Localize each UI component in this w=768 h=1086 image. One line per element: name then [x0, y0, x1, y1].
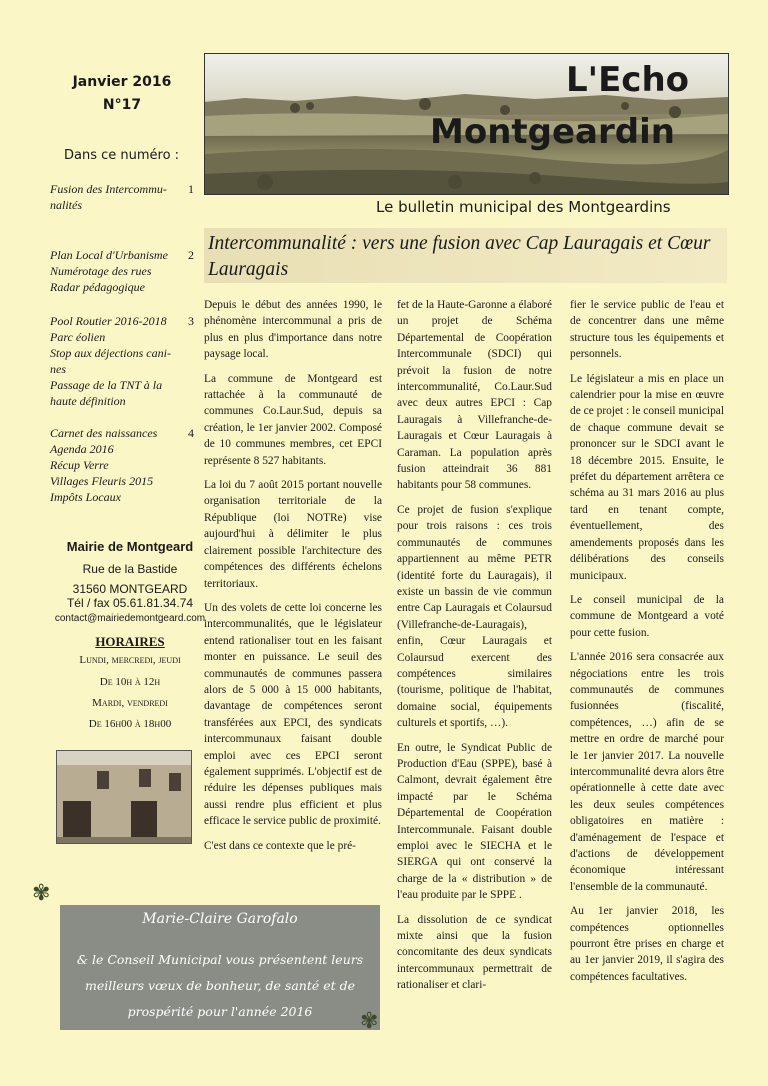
paragraph: L'année 2016 sera consacrée aux négociations entre les trois communautés de communes fusionnées (fiscalité, compétences, …) afin de se mettre en ordre de marché pour le 1er janvier 2017. La nouvelle intercommunalité devra alors être opérationnelle à cette date avec les deux seules compétences obligatoires en matière : d'aménagement de l'espace et d'actions de développement économique intéressant l'ensemble de la communauté. — [570, 651, 724, 893]
mairie-phone: Tél / fax 05.61.81.34.74 — [66, 596, 194, 610]
horaires-days: Mardi, vendredi — [92, 697, 168, 709]
toc-page-number: 4 — [188, 426, 194, 440]
paragraph: C'est dans ce contexte que le pré- — [204, 839, 356, 852]
toc-group-page-3[interactable] — [50, 313, 198, 409]
toc-item[interactable]: Villages Fleuris 2015 — [50, 474, 154, 488]
article-headline: Intercommunalité : vers une fusion avec Cap Lauragais et Cœur Lauragais — [208, 233, 711, 280]
toc-item[interactable]: Récup Verre — [50, 458, 109, 472]
paragraph: La loi du 7 août 2015 portant nouvelle organisation territoriale de la République (loi NOTRe) vise aujourd'hui à délimiter le plus clairement possible l'architecture des compétences des différents échelons territoriaux. — [204, 479, 382, 590]
toc-group-page-4[interactable] — [50, 425, 198, 505]
masthead-subtitle: Le bulletin municipal des Montgeardins — [376, 198, 671, 216]
paragraph: Au 1er janvier 2018, les compétences optionnelles pourront être prises en charge et au 1er janvier 2019, il s'agira des compétences facultatives. — [570, 905, 724, 983]
paragraph: fier le service public de l'eau et de concentrer dans une même structure tous les équipements et personnels. — [570, 299, 724, 361]
paragraph: fet de la Haute-Garonne a élaboré un projet de Schéma Départemental de Coopération Intercommunale (SDCI) qui prévoit la fusion de notre intercommunalité, Co.Laur.Sud avec deux autres EPCI : Cap Lauragais à Villefranche-de-Lauragais et Cœur Lauragais à Caraman. La population après fusion atteindrait 36 881 habitants pour 58 communes. — [397, 299, 552, 492]
article-column-2 — [397, 297, 552, 1002]
horaires-title: HORAIRES — [95, 634, 165, 649]
greeting-name: Marie-Claire Garofalo — [142, 911, 298, 927]
toc-item[interactable]: Radar pédagogique — [50, 280, 145, 294]
paragraph: Le conseil municipal de la commune de Montgeard a voté pour cette fusion. — [570, 593, 724, 639]
toc-page-number: 3 — [188, 314, 194, 328]
mairie-building-photo — [56, 750, 192, 844]
toc-group-page-2[interactable] — [50, 247, 198, 295]
horaires-hours: De 16h00 à 18h00 — [88, 718, 172, 730]
article-column-3 — [570, 297, 724, 993]
toc-item[interactable]: Carnet des naissances — [50, 426, 158, 440]
toc-page-number: 2 — [188, 248, 194, 262]
new-year-greeting — [60, 905, 380, 1030]
mairie-address: Rue de la Bastide — [82, 562, 178, 576]
mairie-email[interactable]: contact@mairiedemontgeard.com — [54, 613, 206, 624]
toc-item[interactable]: Stop aux déjections cani-nes — [50, 346, 171, 376]
toc-item[interactable]: Agenda 2016 — [50, 442, 114, 456]
paragraph: Depuis le début des années 1990, le phénomène intercommunal a pris de plus en plus d'importance dans notre paysage local. — [204, 299, 382, 361]
paragraph: Ce projet de fusion s'explique pour trois raisons : ces trois communautés de communes appartiennent au même PETR (identité forte du Lauragais), il existe un bassin de vie commun entre Cap Lauragais et Colaursud (Villefranche-de-Lauragais), enfin, Cœur Lauragais et Colaursud exercent des compétences similaires (tourisme, politique de l'habitat, domaine social, équipements culturels et sportifs, …). — [397, 503, 552, 730]
toc-item[interactable]: Impôts Locaux — [50, 490, 121, 504]
toc-item[interactable]: Fusion des Intercommu-nalités — [50, 182, 167, 212]
mairie-title: Mairie de Montgeard — [66, 539, 194, 554]
masthead-montgeardin: Montgeardin — [430, 112, 675, 152]
toc-title: Dans ce numéro : — [64, 148, 180, 163]
paragraph: La commune de Montgeard est rattachée à la communauté de communes Co.Laur.Sud, depuis sa création, le 1er janvier 2002. Composé de 10 communes membres, cet EPCI représente 8 527 habitants. — [204, 372, 382, 467]
building-illustration — [57, 751, 191, 843]
paragraph: Le législateur a mis en place un calendrier pour la mise en œuvre de ce projet : le conseil municipal de chaque commune devait se prononcer sur le SDCI avant le 18 décembre 2015. Ensuite, le préfet du département arrêtera ce schéma au 31 mars 2016 au plus tard en tenant compte, éventuellement, des amendements proposés dans les délibérations des conseils municipaux. — [570, 372, 724, 582]
toc-item[interactable]: Plan Local d'Urbanisme — [50, 248, 168, 262]
toc-item[interactable]: Numérotage des rues — [50, 264, 152, 278]
greeting-message: & le Conseil Municipal vous présentent leurs meilleurs vœux de bonheur, de santé et de prospérité pour l'année 2016 — [76, 952, 364, 1019]
horaires-hours: De 10h à 12h — [99, 676, 161, 688]
paragraph: En outre, le Syndicat Public de Production d'Eau (SPPE), basé à Calmont, devrait également être impacté par le Schéma Départemental de Coopération Intercommunale. Faisant double emploi avec le SIECHA et le SIERGA qui ont conservé la charge de la « distribution » de l'eau produite par le SPPE . — [397, 741, 552, 902]
toc-item[interactable]: Passage de la TNT à la haute définition — [50, 378, 163, 408]
toc-item[interactable]: Parc éolien — [50, 330, 106, 344]
holly-icon: ✾ — [32, 880, 51, 905]
toc-item[interactable]: Pool Routier 2016-2018 — [50, 314, 167, 328]
paragraph: Un des volets de cette loi concerne les intercommunalités, que le législateur entend rationaliser tout en les faisant monter en puissance. Le seuil des communautés de communes passera alors de 5 000 à 15 000 habitants, davantage de compétences seront transférées aux EPCI, des syndicats intercommunaux faisant double emploi avec ces EPCI seront également supprimés. L'objectif est de réduire les dépenses publiques mais aussi rendre plus efficient et plus efficace le service public de proximité. — [204, 601, 382, 828]
issue-date: Janvier 2016 — [72, 74, 172, 90]
holly-icon: ✾ — [360, 1008, 379, 1033]
horaires-days: Lundi, mercredi, jeudi — [79, 654, 181, 666]
issue-number: N°17 — [102, 97, 142, 113]
toc-page-number: 1 — [188, 182, 194, 196]
toc-group-page-1[interactable] — [50, 181, 198, 213]
paragraph: La dissolution de ce syndicat mixte ainsi que la fusion concomitante des deux syndicats intercommunaux permettrait de rationaliser et clari- — [397, 913, 552, 992]
masthead-echo: L'Echo — [566, 60, 690, 100]
article-column-1 — [204, 297, 382, 862]
mairie-city: 31560 MONTGEARD — [72, 582, 188, 596]
